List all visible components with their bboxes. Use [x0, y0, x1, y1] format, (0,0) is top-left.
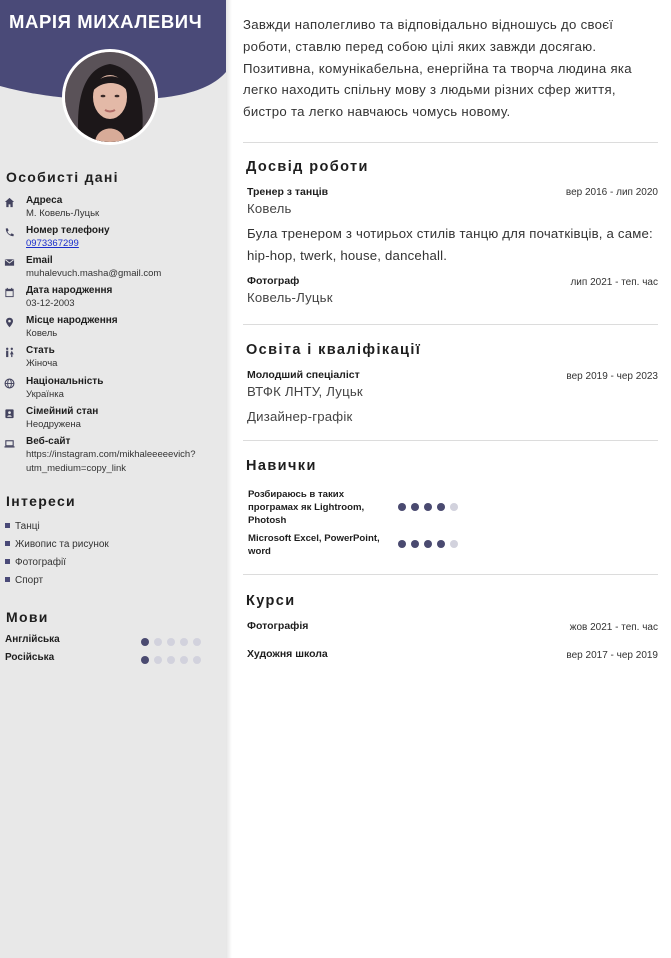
- divider: [243, 142, 658, 143]
- level-dot-filled: [411, 503, 419, 511]
- level-dot-empty: [167, 656, 175, 664]
- sidebar-shadow: [226, 0, 232, 958]
- level-dot-empty: [450, 540, 458, 548]
- level-dot-filled: [424, 540, 432, 548]
- job-title: Фотограф: [247, 275, 300, 287]
- education-specialty: Дизайнер-графік: [247, 409, 353, 424]
- website-link-continued[interactable]: utm_medium=copy_link: [26, 463, 127, 474]
- education-institution: ВТФК ЛНТУ, Луцьк: [247, 384, 363, 399]
- level-dot-empty: [193, 638, 201, 646]
- job-place: Ковель: [247, 201, 292, 216]
- education-section-title: Освіта і кваліфікації: [246, 342, 422, 358]
- profile-summary: Завжди наполегливо та відповідально відношусь до своєї роботи, ставлю перед собою цілі яких завжди досягаю. Позитивна, комунікабельна, енергійна та творча людина яка легко находить спільну мову з людьми різних сфер життя, бистро та легко навчаюсь чомусь новому.: [243, 17, 632, 120]
- level-dot-filled: [411, 540, 419, 548]
- phone-label: Номер телефону: [26, 225, 110, 236]
- skill-level-dots: [398, 503, 458, 511]
- address-label: Адреса: [26, 195, 63, 206]
- nationality-label: Національність: [26, 376, 104, 387]
- bullet-square-icon: [5, 559, 10, 564]
- level-dot-filled: [398, 540, 406, 548]
- level-dot-filled: [424, 503, 432, 511]
- address-value: М. Ковель-Луцьк: [26, 208, 100, 219]
- course-dates: вер 2017 - чер 2019: [566, 650, 658, 661]
- globe-icon: [4, 378, 15, 389]
- calendar-icon: [4, 287, 15, 298]
- language-level-dots: [141, 656, 201, 664]
- language-level-dots: [141, 638, 201, 646]
- level-dot-filled: [437, 503, 445, 511]
- language-name: Російська: [5, 652, 55, 663]
- website-link[interactable]: https://instagram.com/mikhaleeeeevich?: [26, 449, 196, 460]
- mail-icon: [4, 257, 15, 268]
- job-title: Тренер з танців: [247, 186, 329, 198]
- gender-label: Стать: [26, 345, 55, 356]
- job-place: Ковель-Луцьк: [247, 290, 333, 305]
- level-dot-empty: [167, 638, 175, 646]
- level-dot-filled: [398, 503, 406, 511]
- personal-section-title: Особисті дані: [6, 169, 119, 185]
- job-dates: вер 2016 - лип 2020: [565, 187, 658, 198]
- avatar: [62, 49, 158, 145]
- languages-section-title: Мови: [6, 609, 49, 625]
- course-dates: жов 2021 - теп. час: [569, 622, 658, 633]
- bullet-square-icon: [5, 541, 10, 546]
- divider: [243, 324, 658, 325]
- phone-icon: [4, 227, 15, 238]
- level-dot-empty: [154, 656, 162, 664]
- courses-section-title: Курси: [246, 593, 296, 609]
- skills-section-title: Навички: [246, 458, 317, 474]
- marital-status-label: Сімейний стан: [26, 406, 99, 417]
- nationality-value: Українка: [26, 389, 64, 400]
- interest-item: Танці: [5, 521, 40, 532]
- bullet-square-icon: [5, 577, 10, 582]
- divider: [243, 574, 658, 575]
- skill-name: Microsoft Excel, PowerPoint, word: [248, 533, 380, 557]
- phone-link[interactable]: 0973367299: [26, 238, 79, 249]
- education-degree: Молодший спеціаліст: [247, 369, 360, 381]
- birthplace-label: Місце народження: [26, 315, 118, 326]
- level-dot-empty: [154, 638, 162, 646]
- birthdate-value: 03-12-2003: [26, 298, 75, 309]
- experience-section-title: Досвід роботи: [246, 159, 369, 175]
- level-dot-empty: [450, 503, 458, 511]
- email-label: Email: [26, 255, 53, 266]
- interest-item: Живопис та рисунок: [5, 539, 109, 550]
- interests-section-title: Інтереси: [6, 493, 76, 509]
- level-dot-empty: [180, 638, 188, 646]
- level-dot-filled: [141, 656, 149, 664]
- bullet-square-icon: [5, 523, 10, 528]
- job-description: Була тренером з чотирьох стилів танцю для початківців, а саме: hip-hop, twerk, house, dancehall.: [247, 226, 653, 263]
- gender-value: Жіноча: [26, 358, 58, 369]
- home-icon: [4, 197, 15, 208]
- interest-item: Фотографії: [5, 557, 66, 568]
- course-title: Художня школа: [247, 648, 328, 660]
- birthdate-label: Дата народження: [26, 285, 113, 296]
- job-dates: лип 2021 - теп. час: [570, 277, 658, 288]
- course-title: Фотографія: [247, 620, 309, 632]
- language-name: Англійська: [5, 634, 60, 645]
- level-dot-filled: [141, 638, 149, 646]
- email-value: muhalevuch.masha@gmail.com: [26, 268, 162, 279]
- marital-status-value: Неодружена: [26, 419, 81, 430]
- skill-level-dots: [398, 540, 458, 548]
- level-dot-filled: [437, 540, 445, 548]
- level-dot-empty: [180, 656, 188, 664]
- divider: [243, 440, 658, 441]
- education-dates: вер 2019 - чер 2023: [566, 371, 658, 382]
- skill-name: Розбираюсь в таких програмах як Lightroom, Photosh: [248, 489, 365, 526]
- laptop-icon: [4, 438, 15, 449]
- location-pin-icon: [4, 317, 15, 328]
- gender-icon: [4, 347, 15, 358]
- candidate-name: МАРІЯ МИХАЛЕВИЧ: [9, 11, 203, 32]
- id-badge-icon: [4, 408, 15, 419]
- level-dot-empty: [193, 656, 201, 664]
- website-label: Веб-сайт: [26, 436, 71, 447]
- interest-item: Спорт: [5, 575, 43, 586]
- birthplace-value: Ковель: [26, 328, 58, 339]
